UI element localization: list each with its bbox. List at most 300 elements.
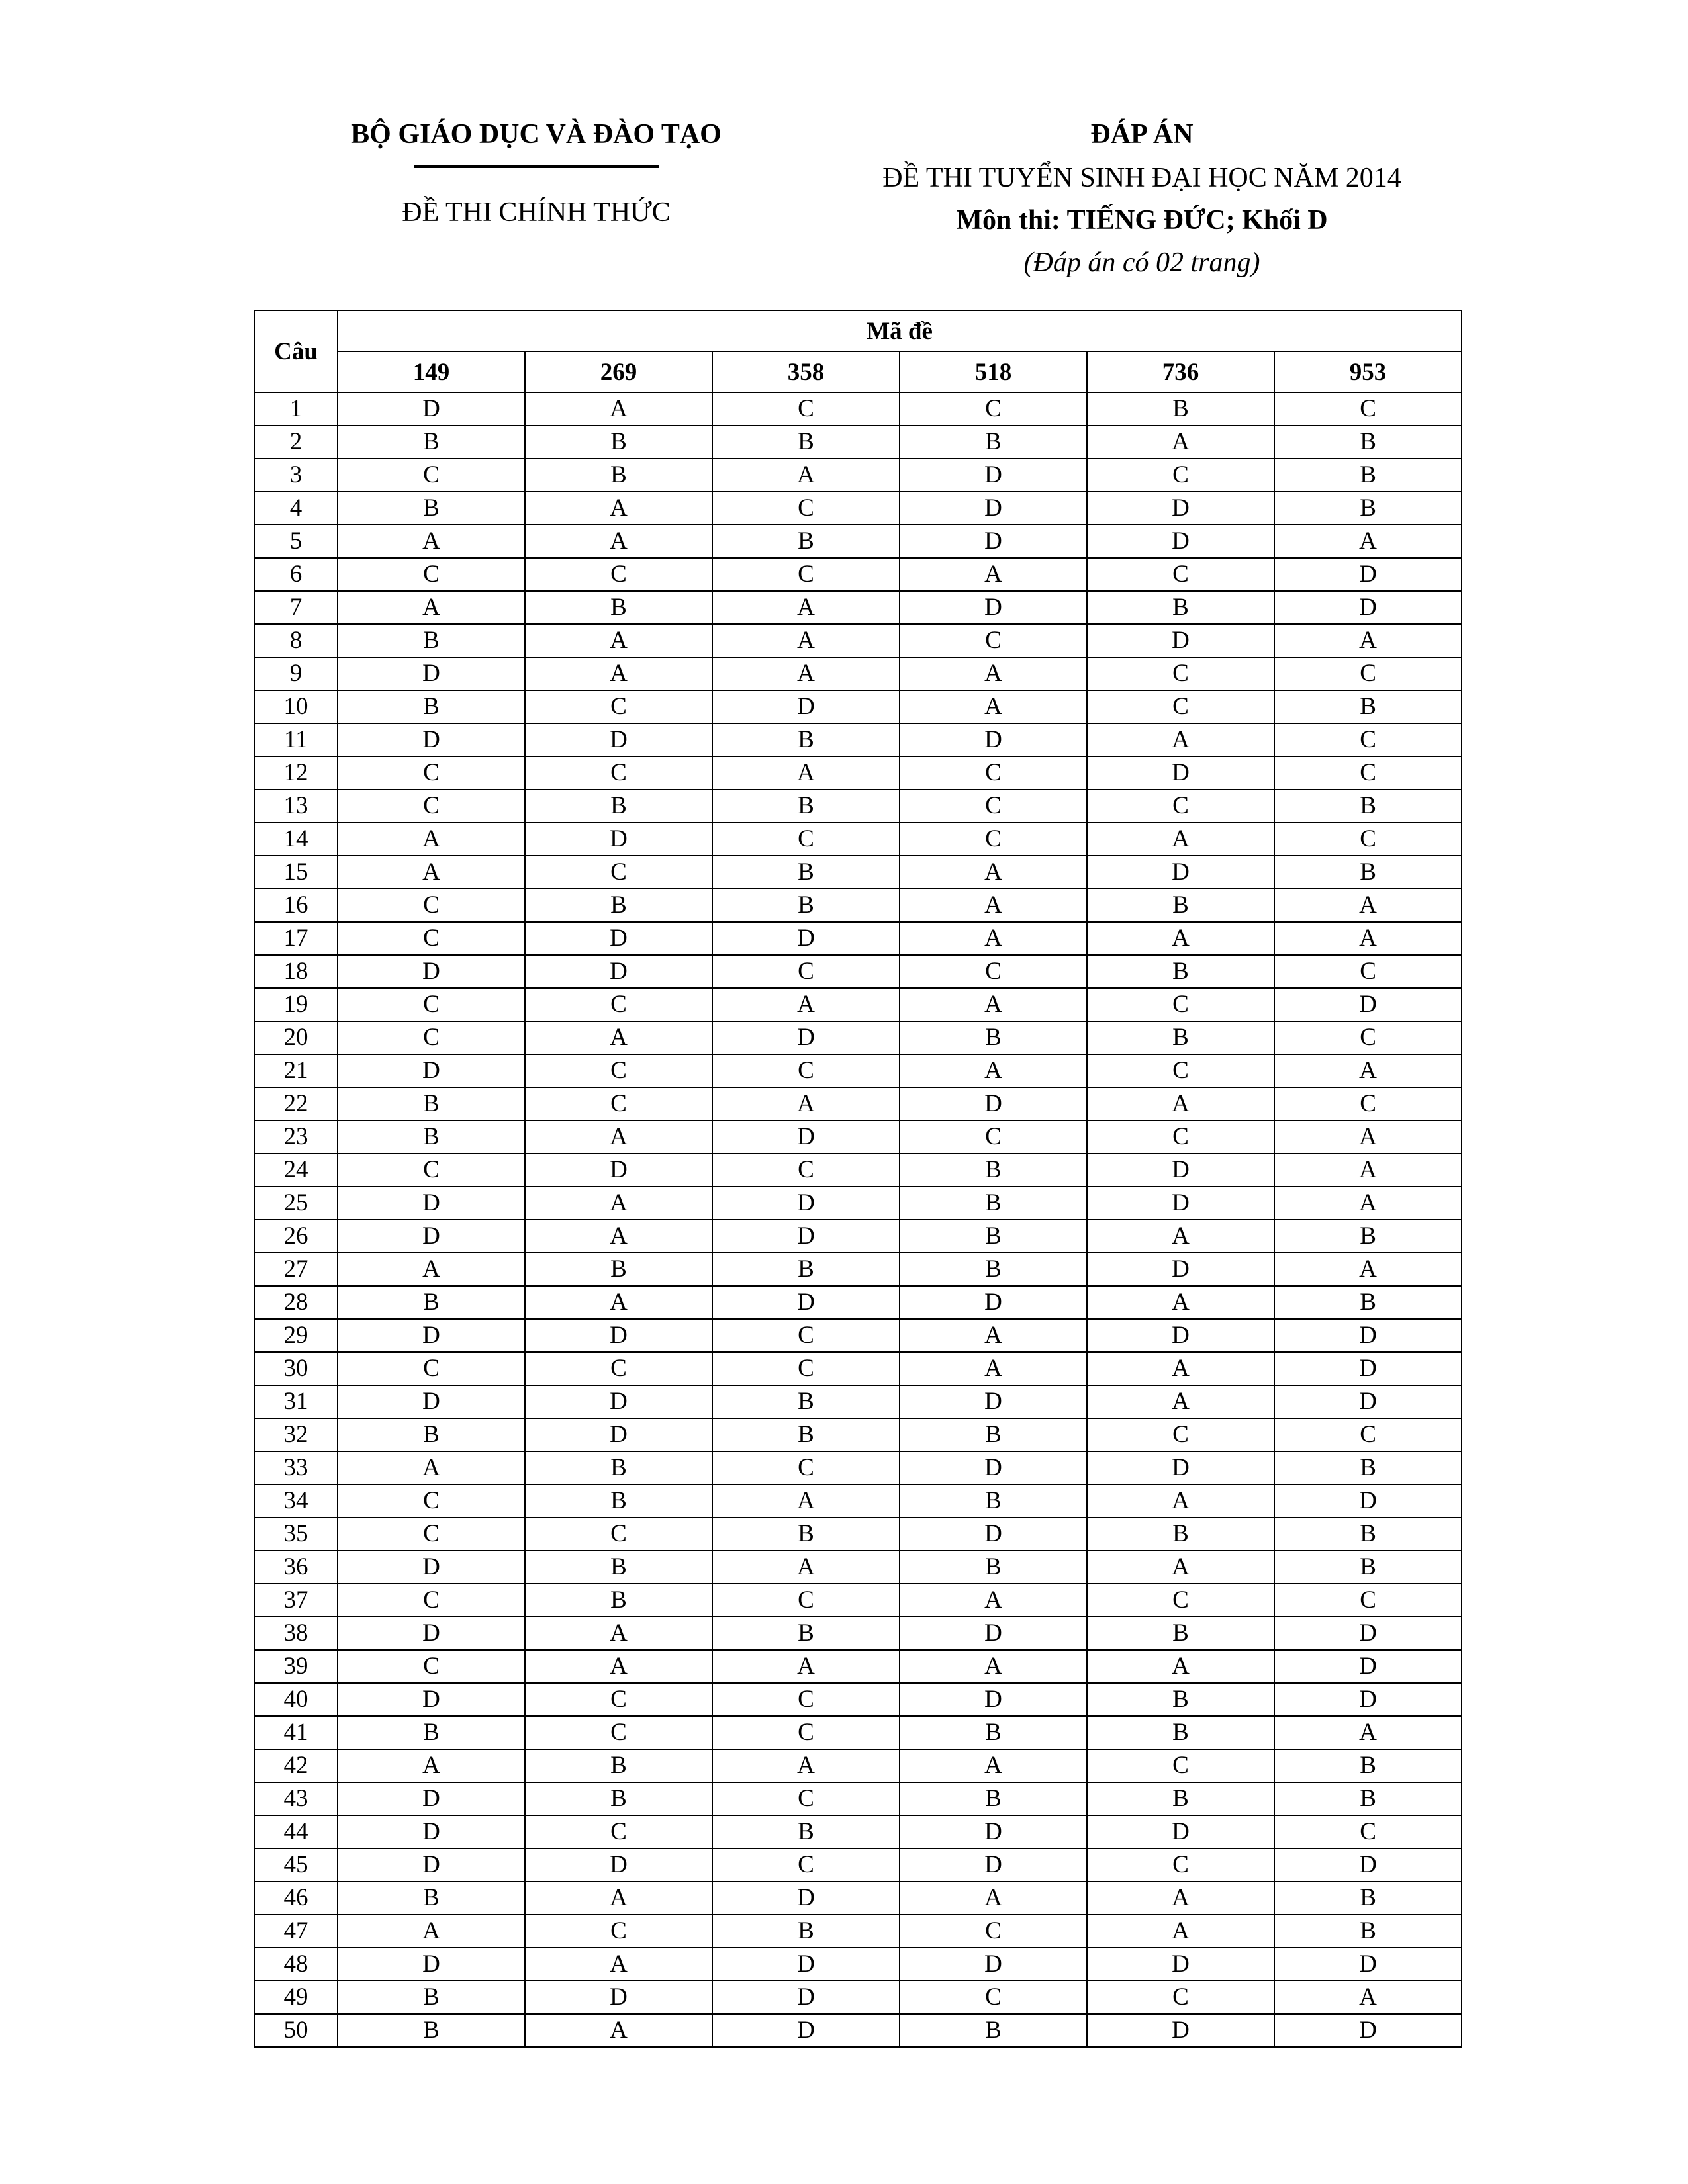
- answer-cell: A: [1274, 1120, 1462, 1154]
- answer-cell: A: [712, 1087, 900, 1120]
- table-row: [254, 558, 1462, 591]
- answer-cell: C: [900, 756, 1087, 790]
- answer-cell: D: [525, 922, 712, 955]
- answer-cell: B: [525, 1451, 712, 1484]
- question-number: 21: [254, 1054, 338, 1087]
- answer-cell: C: [900, 823, 1087, 856]
- answer-cell: D: [525, 823, 712, 856]
- answer-cell: C: [712, 823, 900, 856]
- answer-cell: C: [1274, 1021, 1462, 1054]
- table-row: [254, 756, 1462, 790]
- table-header-row: [254, 310, 1462, 351]
- answer-cell: C: [712, 1716, 900, 1749]
- table-row: [254, 657, 1462, 690]
- answer-cell: D: [900, 1948, 1087, 1981]
- answer-cell: C: [338, 459, 525, 492]
- answer-cell: C: [712, 1319, 900, 1352]
- answer-cell: C: [338, 790, 525, 823]
- answer-cell: A: [1274, 1187, 1462, 1220]
- answer-cell: D: [712, 1120, 900, 1154]
- question-number: 38: [254, 1617, 338, 1650]
- answer-cell: A: [525, 657, 712, 690]
- answer-cell: B: [1274, 492, 1462, 525]
- table-row: [254, 1584, 1462, 1617]
- answer-cell: A: [900, 657, 1087, 690]
- answer-cell: C: [1087, 657, 1274, 690]
- exam-code-cell: 358: [712, 351, 900, 392]
- answer-cell: B: [712, 1385, 900, 1418]
- answer-cell: C: [338, 1154, 525, 1187]
- answer-cell: D: [900, 723, 1087, 756]
- question-number: 2: [254, 426, 338, 459]
- answer-cell: C: [1274, 823, 1462, 856]
- answer-cell: D: [900, 1286, 1087, 1319]
- answer-cell: D: [1274, 558, 1462, 591]
- answer-cell: C: [900, 1915, 1087, 1948]
- answer-cell: A: [525, 624, 712, 657]
- answer-cell: B: [712, 1617, 900, 1650]
- answer-cell: C: [525, 756, 712, 790]
- answer-cell: C: [525, 1915, 712, 1948]
- answer-cell: A: [1087, 1484, 1274, 1518]
- answer-cell: A: [900, 558, 1087, 591]
- answer-cell: D: [525, 1385, 712, 1418]
- answer-cell: D: [712, 1882, 900, 1915]
- answer-cell: D: [338, 1054, 525, 1087]
- answer-cell: C: [1087, 558, 1274, 591]
- answer-cell: D: [1087, 2014, 1274, 2047]
- answer-cell: C: [338, 1021, 525, 1054]
- answer-cell: D: [712, 1021, 900, 1054]
- answer-cell: B: [525, 1584, 712, 1617]
- header-underline: [414, 165, 659, 168]
- answer-cell: D: [525, 723, 712, 756]
- answer-cell: C: [712, 955, 900, 988]
- answer-cell: B: [900, 2014, 1087, 2047]
- answer-cell: D: [525, 955, 712, 988]
- answer-cell: B: [338, 2014, 525, 2047]
- answer-cell: D: [712, 2014, 900, 2047]
- answer-cell: B: [338, 492, 525, 525]
- answer-cell: A: [900, 1319, 1087, 1352]
- question-number: 37: [254, 1584, 338, 1617]
- answer-cell: D: [900, 492, 1087, 525]
- answer-cell: B: [900, 1021, 1087, 1054]
- question-number: 39: [254, 1650, 338, 1683]
- answer-cell: A: [525, 2014, 712, 2047]
- answer-cell: C: [338, 1352, 525, 1385]
- answer-cell: A: [525, 1187, 712, 1220]
- answer-cell: A: [900, 1749, 1087, 1782]
- answer-cell: B: [1087, 591, 1274, 624]
- table-row: [254, 492, 1462, 525]
- answer-cell: B: [338, 1981, 525, 2014]
- answer-cell: A: [338, 856, 525, 889]
- question-number: 49: [254, 1981, 338, 2014]
- answer-cell: D: [900, 591, 1087, 624]
- answer-cell: C: [338, 1518, 525, 1551]
- question-number: 45: [254, 1848, 338, 1882]
- answer-cell: A: [712, 756, 900, 790]
- table-row: [254, 823, 1462, 856]
- answer-cell: A: [1087, 1385, 1274, 1418]
- answer-cell: A: [712, 1749, 900, 1782]
- answer-cell: D: [1087, 525, 1274, 558]
- answer-cell: B: [1274, 426, 1462, 459]
- answer-cell: D: [525, 1418, 712, 1451]
- answer-cell: C: [1274, 1584, 1462, 1617]
- table-row: [254, 1650, 1462, 1683]
- table-row: [254, 1518, 1462, 1551]
- answer-cell: B: [900, 1187, 1087, 1220]
- table-row: [254, 1915, 1462, 1948]
- answer-cell: A: [712, 1484, 900, 1518]
- answer-cell: A: [338, 525, 525, 558]
- answer-cell: B: [712, 426, 900, 459]
- question-number: 40: [254, 1683, 338, 1716]
- answer-cell: C: [525, 1815, 712, 1848]
- answer-cell: C: [525, 1054, 712, 1087]
- answer-cell: A: [525, 1120, 712, 1154]
- table-row: [254, 392, 1462, 426]
- answer-cell: A: [525, 1617, 712, 1650]
- answer-cell: A: [1087, 1352, 1274, 1385]
- answer-cell: C: [1274, 723, 1462, 756]
- answer-cell: B: [338, 690, 525, 723]
- table-row: [254, 1848, 1462, 1882]
- question-number: 44: [254, 1815, 338, 1848]
- answer-cell: A: [338, 823, 525, 856]
- answer-cell: D: [1087, 1187, 1274, 1220]
- question-number: 42: [254, 1749, 338, 1782]
- answer-cell: D: [900, 1848, 1087, 1882]
- question-number: 34: [254, 1484, 338, 1518]
- answer-cell: B: [338, 1882, 525, 1915]
- answer-cell: B: [338, 1716, 525, 1749]
- answer-cell: D: [1274, 1617, 1462, 1650]
- answer-cell: B: [1274, 1220, 1462, 1253]
- answer-cell: A: [525, 525, 712, 558]
- answer-cell: C: [525, 1518, 712, 1551]
- answer-cell: A: [525, 392, 712, 426]
- answer-cell: C: [1087, 790, 1274, 823]
- table-row: [254, 1021, 1462, 1054]
- answer-cell: D: [338, 1617, 525, 1650]
- answer-cell: D: [525, 1981, 712, 2014]
- answer-cell: D: [900, 459, 1087, 492]
- answer-cell: D: [1087, 1948, 1274, 1981]
- question-number: 50: [254, 2014, 338, 2047]
- answer-cell: C: [1274, 756, 1462, 790]
- answer-cell: C: [1087, 1848, 1274, 1882]
- answer-cell: A: [1274, 1981, 1462, 2014]
- answer-cell: C: [1087, 1749, 1274, 1782]
- answer-cell: A: [1087, 1551, 1274, 1584]
- question-number: 47: [254, 1915, 338, 1948]
- question-number: 27: [254, 1253, 338, 1286]
- answer-cell: C: [1087, 1120, 1274, 1154]
- answer-cell: B: [712, 889, 900, 922]
- answer-cell: D: [1087, 856, 1274, 889]
- table-row: [254, 690, 1462, 723]
- answer-cell: D: [712, 1948, 900, 1981]
- question-number: 10: [254, 690, 338, 723]
- answer-cell: C: [712, 492, 900, 525]
- answer-cell: A: [1274, 1253, 1462, 1286]
- answer-cell: D: [525, 1319, 712, 1352]
- answer-cell: C: [338, 988, 525, 1021]
- exam-code-row: [254, 351, 1462, 392]
- answer-cell: A: [1087, 1915, 1274, 1948]
- answer-cell: A: [900, 1054, 1087, 1087]
- answer-cell: C: [900, 955, 1087, 988]
- answer-cell: C: [1087, 459, 1274, 492]
- answer-cell: D: [900, 1815, 1087, 1848]
- answer-cell: A: [712, 988, 900, 1021]
- answer-cell: B: [1087, 1683, 1274, 1716]
- answer-cell: A: [1087, 1882, 1274, 1915]
- answer-cell: A: [900, 690, 1087, 723]
- answer-cell: D: [338, 1385, 525, 1418]
- table-row: [254, 525, 1462, 558]
- question-number: 48: [254, 1948, 338, 1981]
- answer-cell: D: [338, 1551, 525, 1584]
- table-row: [254, 2014, 1462, 2047]
- answer-cell: D: [338, 392, 525, 426]
- table-row: [254, 1286, 1462, 1319]
- question-number: 16: [254, 889, 338, 922]
- answer-cell: A: [1087, 1286, 1274, 1319]
- answer-cell: A: [1274, 889, 1462, 922]
- answer-cell: B: [1274, 1749, 1462, 1782]
- question-number: 8: [254, 624, 338, 657]
- question-number: 36: [254, 1551, 338, 1584]
- answer-cell: C: [1274, 1418, 1462, 1451]
- answer-cell: A: [712, 624, 900, 657]
- answer-cell: C: [525, 558, 712, 591]
- answer-cell: D: [338, 1319, 525, 1352]
- answer-cell: B: [712, 1815, 900, 1848]
- answer-cell: D: [712, 1187, 900, 1220]
- answer-cell: A: [338, 1253, 525, 1286]
- answer-cell: B: [900, 1154, 1087, 1187]
- answer-cell: C: [712, 1154, 900, 1187]
- answer-cell: B: [900, 1484, 1087, 1518]
- answer-cell: B: [525, 459, 712, 492]
- answer-cell: A: [1274, 525, 1462, 558]
- answer-cell: C: [712, 1352, 900, 1385]
- answer-cell: A: [1274, 1716, 1462, 1749]
- question-number: 7: [254, 591, 338, 624]
- table-row: [254, 1385, 1462, 1418]
- answer-cell: B: [338, 624, 525, 657]
- answer-cell: A: [1274, 624, 1462, 657]
- answer-cell: B: [1274, 1286, 1462, 1319]
- table-row: [254, 1087, 1462, 1120]
- answer-cell: B: [1087, 1021, 1274, 1054]
- answer-cell: B: [1274, 856, 1462, 889]
- answer-cell: C: [1087, 988, 1274, 1021]
- question-number: 19: [254, 988, 338, 1021]
- answer-cell: A: [900, 856, 1087, 889]
- question-number: 5: [254, 525, 338, 558]
- answer-cell: C: [338, 922, 525, 955]
- answer-cell: A: [1274, 922, 1462, 955]
- question-number: 3: [254, 459, 338, 492]
- answer-cell: B: [338, 1087, 525, 1120]
- table-row: [254, 1617, 1462, 1650]
- question-number: 1: [254, 392, 338, 426]
- ministry-name: BỘ GIÁO DỤC VÀ ĐÀO TẠO: [351, 119, 722, 150]
- answer-cell: D: [1087, 756, 1274, 790]
- answer-cell: B: [1274, 1882, 1462, 1915]
- answer-cell: B: [338, 1286, 525, 1319]
- answer-cell: C: [338, 889, 525, 922]
- answer-cell: B: [1274, 1782, 1462, 1815]
- answer-cell: B: [712, 1418, 900, 1451]
- answer-cell: C: [525, 1683, 712, 1716]
- answer-cell: A: [525, 1882, 712, 1915]
- answer-cell: A: [525, 1948, 712, 1981]
- answer-cell: B: [1274, 790, 1462, 823]
- exam-title: ĐỀ THI TUYỂN SINH ĐẠI HỌC NĂM 2014: [882, 163, 1401, 193]
- answer-cell: A: [338, 591, 525, 624]
- question-number: 35: [254, 1518, 338, 1551]
- answer-cell: B: [712, 1518, 900, 1551]
- question-number: 20: [254, 1021, 338, 1054]
- answer-cell: D: [1274, 591, 1462, 624]
- answer-cell: B: [712, 1253, 900, 1286]
- answer-cell: B: [712, 525, 900, 558]
- answer-cell: D: [1087, 1253, 1274, 1286]
- answer-cell: D: [900, 1683, 1087, 1716]
- answer-cell: B: [525, 790, 712, 823]
- answer-cell: B: [1087, 1617, 1274, 1650]
- answer-cell: D: [900, 1518, 1087, 1551]
- table-row: [254, 1484, 1462, 1518]
- answer-cell: D: [338, 1187, 525, 1220]
- answer-cell: D: [338, 1815, 525, 1848]
- answer-cell: D: [338, 657, 525, 690]
- answer-cell: A: [525, 1286, 712, 1319]
- answer-cell: A: [525, 1220, 712, 1253]
- answer-cell: C: [338, 558, 525, 591]
- answer-cell: D: [1274, 1319, 1462, 1352]
- answer-cell: C: [712, 1584, 900, 1617]
- answer-cell: A: [712, 657, 900, 690]
- answer-cell: D: [900, 525, 1087, 558]
- answer-cell: B: [1274, 1518, 1462, 1551]
- answer-cell: A: [712, 1650, 900, 1683]
- answer-cell: B: [1274, 1551, 1462, 1584]
- answer-cell: C: [712, 1054, 900, 1087]
- table-row: [254, 1054, 1462, 1087]
- table-row: [254, 922, 1462, 955]
- answer-cell: D: [338, 723, 525, 756]
- answer-cell: C: [900, 1981, 1087, 2014]
- answer-cell: B: [1274, 1915, 1462, 1948]
- exam-code-cell: 269: [525, 351, 712, 392]
- table-row: [254, 1220, 1462, 1253]
- answer-cell: C: [712, 558, 900, 591]
- table-row: [254, 955, 1462, 988]
- answer-cell: A: [900, 1650, 1087, 1683]
- answer-cell: D: [1087, 1451, 1274, 1484]
- answer-cell: A: [338, 1451, 525, 1484]
- answer-cell: C: [1274, 392, 1462, 426]
- question-number: 33: [254, 1451, 338, 1484]
- table-row: [254, 1981, 1462, 2014]
- answer-cell: B: [525, 426, 712, 459]
- table-row: [254, 1319, 1462, 1352]
- answer-cell: D: [338, 955, 525, 988]
- answer-cell: B: [525, 889, 712, 922]
- answer-cell: B: [712, 856, 900, 889]
- answer-cell: A: [1087, 426, 1274, 459]
- answer-cell: D: [525, 1848, 712, 1882]
- answer-cell: B: [900, 1253, 1087, 1286]
- answer-cell: C: [1274, 657, 1462, 690]
- answer-cell: A: [900, 922, 1087, 955]
- answer-cell: D: [338, 1683, 525, 1716]
- exam-code-cell: 736: [1087, 351, 1274, 392]
- table-row: [254, 889, 1462, 922]
- table-row: [254, 856, 1462, 889]
- answer-cell: C: [338, 1650, 525, 1683]
- answer-cell: C: [712, 1848, 900, 1882]
- answer-cell: B: [525, 1749, 712, 1782]
- question-number: 6: [254, 558, 338, 591]
- answer-cell: A: [525, 1650, 712, 1683]
- pages-note: (Đáp án có 02 trang): [1023, 248, 1260, 278]
- question-number: 26: [254, 1220, 338, 1253]
- answer-cell: D: [1274, 1683, 1462, 1716]
- answer-cell: D: [712, 690, 900, 723]
- table-row: [254, 1815, 1462, 1848]
- question-number: 25: [254, 1187, 338, 1220]
- answer-cell: B: [1274, 459, 1462, 492]
- answer-cell: B: [338, 1120, 525, 1154]
- answer-cell: B: [338, 426, 525, 459]
- answer-cell: B: [900, 1716, 1087, 1749]
- table-row: [254, 988, 1462, 1021]
- question-number: 43: [254, 1782, 338, 1815]
- table-row: [254, 1882, 1462, 1915]
- answer-cell: C: [900, 1120, 1087, 1154]
- answer-cell: C: [1087, 1054, 1274, 1087]
- answer-cell: B: [900, 1551, 1087, 1584]
- table-row: [254, 1253, 1462, 1286]
- question-number: 13: [254, 790, 338, 823]
- answer-cell: C: [338, 756, 525, 790]
- answer-cell: D: [338, 1220, 525, 1253]
- answer-cell: C: [1087, 690, 1274, 723]
- answer-cell: C: [900, 392, 1087, 426]
- answer-cell: C: [712, 1451, 900, 1484]
- answer-cell: B: [525, 1253, 712, 1286]
- table-row: [254, 624, 1462, 657]
- table-row: [254, 1683, 1462, 1716]
- answer-cell: D: [712, 1220, 900, 1253]
- answer-cell: A: [712, 591, 900, 624]
- question-number: 32: [254, 1418, 338, 1451]
- question-number: 18: [254, 955, 338, 988]
- exam-code-header: Mã đề: [338, 310, 1462, 351]
- answer-cell: C: [525, 690, 712, 723]
- table-row: [254, 459, 1462, 492]
- answer-cell: C: [1274, 955, 1462, 988]
- answer-cell: A: [1087, 1220, 1274, 1253]
